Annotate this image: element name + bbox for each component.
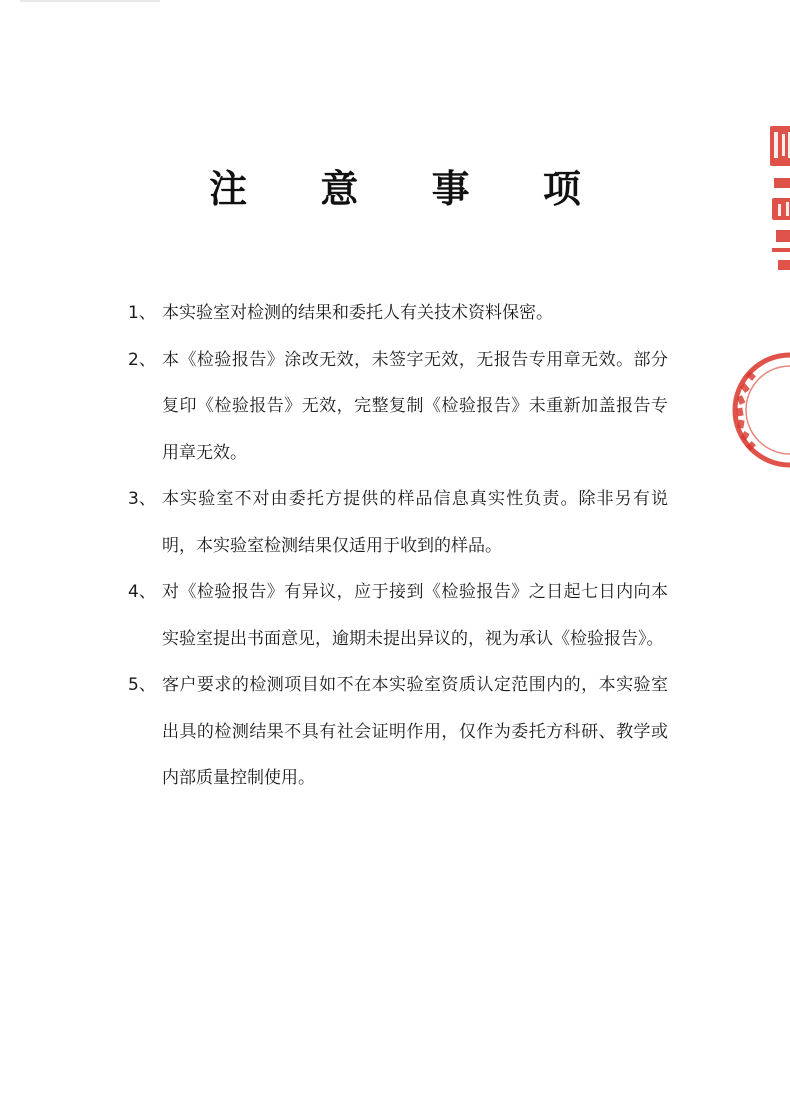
- seal-stamp-fragment-circle: [730, 350, 790, 470]
- note-number: 1、: [128, 303, 156, 323]
- note-text: 客户要求的检测项目如不在本实验室资质认定范围内的，本实验室出具的检测结果不具有社会证明作用，仅作为委托方科研、教学或内部质量控制使用。: [162, 675, 668, 788]
- note-item-5: [128, 662, 668, 802]
- note-number: 2、: [128, 349, 156, 370]
- note-item-1: [128, 290, 668, 337]
- note-number: 4、: [128, 582, 156, 602]
- note-number: 5、: [128, 675, 156, 695]
- note-text: 本实验室不对由委托方提供的样品信息真实性负责。除非另有说明，本实验室检测结果仅适用于收到的样品。: [162, 489, 668, 556]
- note-item-4: [128, 569, 668, 662]
- note-number: 3、: [128, 489, 156, 509]
- note-item-2: [128, 337, 668, 477]
- page-title: 注 意 事 项: [209, 167, 611, 211]
- note-text: 本实验室对检测的结果和委托人有关技术资料保密。: [162, 303, 553, 323]
- note-text: 本《检验报告》涂改无效，未签字无效，无报告专用章无效。部分复印《检验报告》无效，完整复制《检验报告》未重新加盖报告专用章无效。: [162, 349, 668, 463]
- top-edge-mark: [20, 0, 160, 2]
- notes-list: [128, 290, 668, 802]
- note-text: 对《检验报告》有异议，应于接到《检验报告》之日起七日内向本实验室提出书面意见，逾期未提出异议的，视为承认《检验报告》。: [162, 582, 668, 649]
- note-item-3: [128, 476, 668, 569]
